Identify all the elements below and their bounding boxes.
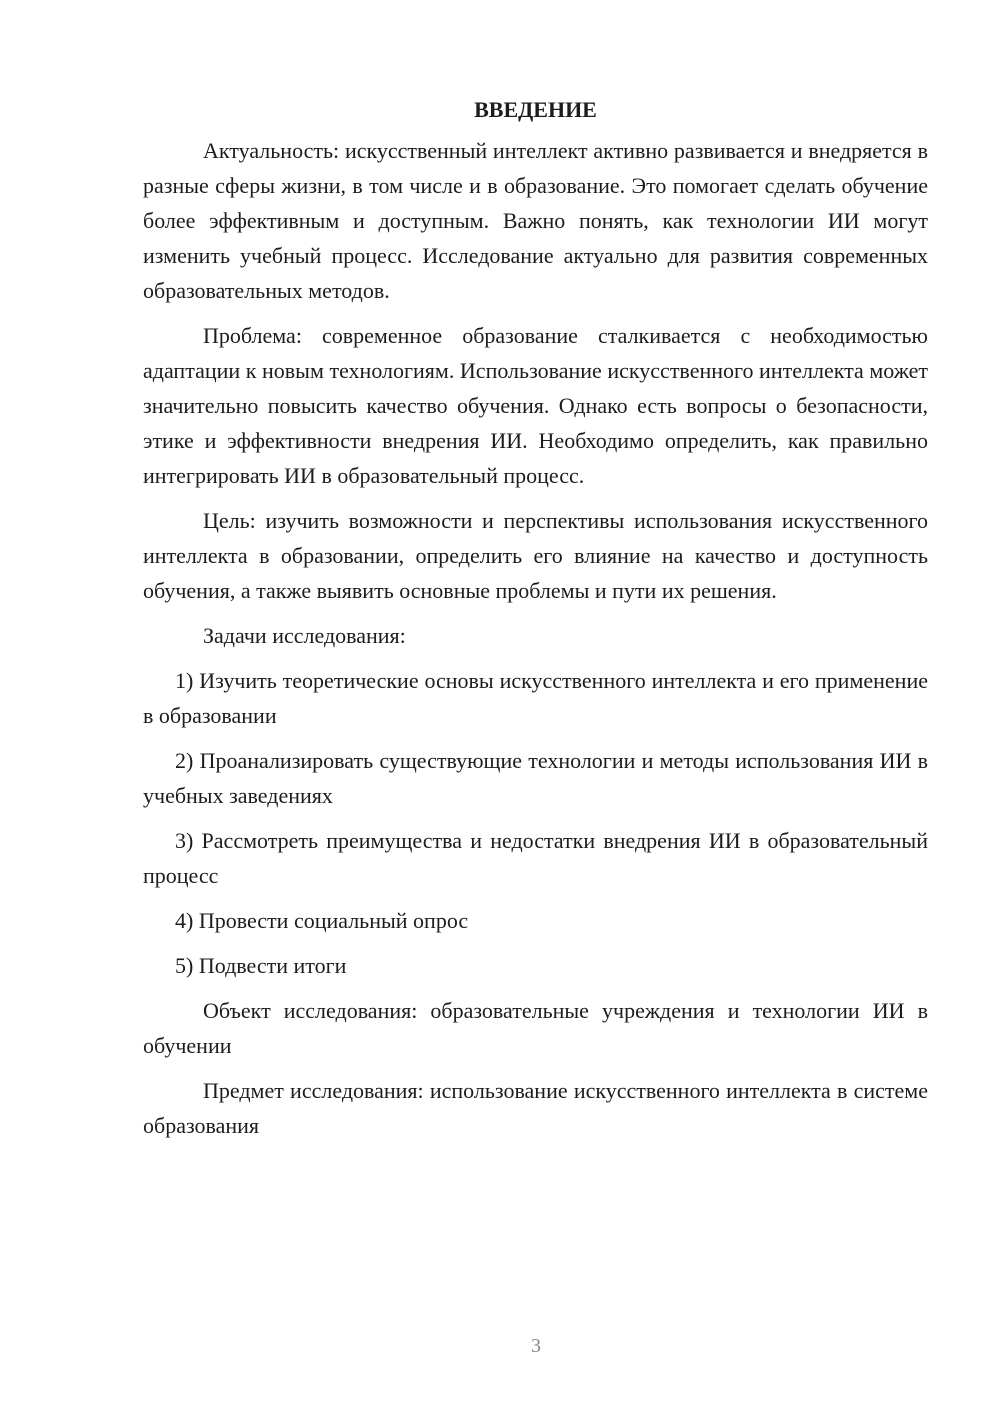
goal-paragraph: Цель: изучить возможности и перспективы использования искусственного интеллекта в образовании, определить его влияние на качество и доступность обучения, а также выявить основные проблемы и пути их решения. (143, 508, 928, 603)
task-item-3: 3) Рассмотреть преимущества и недостатки внедрения ИИ в образовательный процесс (143, 828, 928, 888)
task-item-2: 2) Проанализировать существующие технологии и методы использования ИИ в учебных заведениях (143, 748, 928, 808)
relevance-paragraph: Актуальность: искусственный интеллект активно развивается и внедряется в разные сферы жизни, в том числе и в образование. Это помогает сделать обучение более эффективным и доступным. Важно понять, как технологии ИИ могут изменить учебный процесс. Исследование актуально для развития современных образовательных методов. (143, 138, 928, 303)
page-content (143, 92, 928, 1143)
page-number: 3 (531, 1335, 541, 1357)
task-item-1: 1) Изучить теоретические основы искусственного интеллекта и его применение в образовании (143, 668, 928, 728)
tasks-title: Задачи исследования: (203, 623, 406, 648)
section-heading: ВВЕДЕНИЕ (474, 97, 597, 122)
subject-paragraph: Предмет исследования: использование искусственного интеллекта в системе образования (143, 1078, 928, 1138)
problem-paragraph: Проблема: современное образование сталкивается с необходимостью адаптации к новым технологиям. Использование искусственного интеллекта может значительно повысить качество обучения. Однако есть вопросы о безопасности, этике и эффективности внедрения ИИ. Необходимо определить, как правильно интегрировать ИИ в образовательный процесс. (143, 323, 928, 488)
task-item-4: 4) Провести социальный опрос (175, 908, 469, 933)
object-paragraph: Объект исследования: образовательные учреждения и технологии ИИ в обучении (143, 998, 928, 1058)
task-item-5: 5) Подвести итоги (175, 953, 347, 978)
